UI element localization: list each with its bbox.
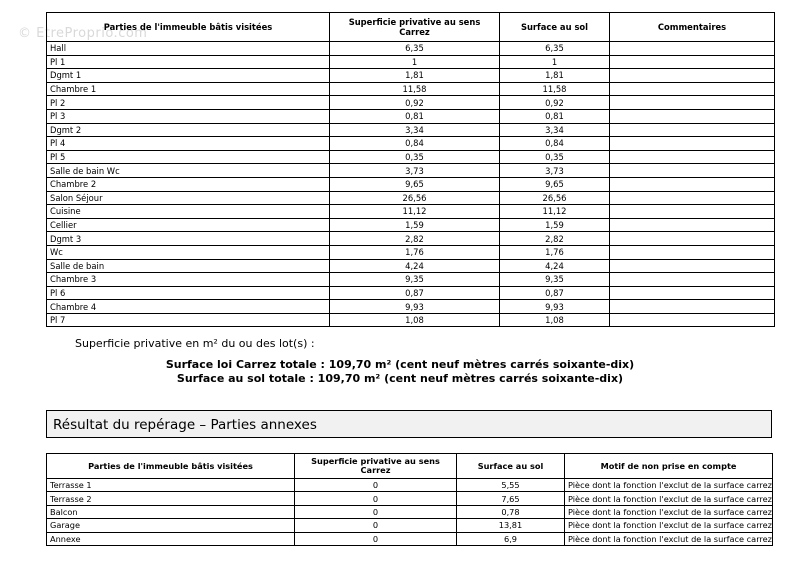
cell-motif: Pièce dont la fonction l'exclut de la surface carrez	[565, 505, 773, 518]
cell-piece: Balcon	[47, 505, 295, 518]
table-row	[47, 259, 775, 273]
cell-comment	[610, 313, 775, 327]
cell-comment	[610, 259, 775, 273]
cell-sol: 13,81	[457, 519, 565, 532]
table-row	[47, 177, 775, 191]
cell-piece: Salon Séjour	[47, 191, 330, 205]
cell-carrez: 11,58	[330, 82, 500, 96]
table-row	[47, 232, 775, 246]
cell-comment	[610, 96, 775, 110]
cell-sol: 1,59	[500, 218, 610, 232]
cell-comment	[610, 286, 775, 300]
cell-piece: Chambre 3	[47, 273, 330, 287]
cell-sol: 1	[500, 55, 610, 69]
cell-piece: Hall	[47, 42, 330, 56]
cell-piece: Pl 7	[47, 313, 330, 327]
cell-comment	[610, 164, 775, 178]
cell-comment	[610, 42, 775, 56]
cell-piece: Cellier	[47, 218, 330, 232]
table-row	[47, 205, 775, 219]
table-row	[47, 55, 775, 69]
cell-sol: 4,24	[500, 259, 610, 273]
cell-piece: Dgmt 1	[47, 69, 330, 83]
cell-sol: 3,34	[500, 123, 610, 137]
cell-sol: 0,81	[500, 109, 610, 123]
cell-carrez: 0	[295, 492, 457, 505]
cell-sol: 5,55	[457, 479, 565, 492]
column-header-carrez: Superficie privative au sens Carrez	[295, 454, 457, 479]
table-row	[47, 245, 775, 259]
cell-carrez: 0,35	[330, 150, 500, 164]
cell-sol: 1,76	[500, 245, 610, 259]
cell-carrez: 1,76	[330, 245, 500, 259]
cell-sol: 0,84	[500, 137, 610, 151]
cell-piece: Chambre 4	[47, 300, 330, 314]
annexes-table	[46, 453, 773, 546]
cell-comment	[610, 232, 775, 246]
cell-comment	[610, 177, 775, 191]
cell-carrez: 4,24	[330, 259, 500, 273]
watermark: © EtreProprio.com	[18, 26, 148, 41]
cell-carrez: 2,82	[330, 232, 500, 246]
cell-piece: Dgmt 3	[47, 232, 330, 246]
cell-piece: Salle de bain	[47, 259, 330, 273]
table-row	[47, 123, 775, 137]
column-header-sol: Surface au sol	[457, 454, 565, 479]
table-row	[47, 286, 775, 300]
cell-carrez: 0,81	[330, 109, 500, 123]
cell-carrez: 11,12	[330, 205, 500, 219]
column-header-motif: Motif de non prise en compte	[565, 454, 773, 479]
cell-carrez: 0,92	[330, 96, 500, 110]
cell-sol: 6,35	[500, 42, 610, 56]
cell-sol: 0,78	[457, 505, 565, 518]
annexes-section-title: Résultat du repérage – Parties annexes	[46, 410, 772, 438]
cell-sol: 11,58	[500, 82, 610, 96]
cell-comment	[610, 109, 775, 123]
cell-piece: Wc	[47, 245, 330, 259]
cell-comment	[610, 218, 775, 232]
cell-comment	[610, 150, 775, 164]
cell-sol: 6,9	[457, 532, 565, 545]
table-row	[47, 164, 775, 178]
cell-piece: Garage	[47, 519, 295, 532]
cell-carrez: 1,08	[330, 313, 500, 327]
cell-carrez: 3,34	[330, 123, 500, 137]
cell-sol: 9,35	[500, 273, 610, 287]
cell-piece: Pl 5	[47, 150, 330, 164]
table-row	[47, 479, 773, 492]
table-row	[47, 519, 773, 532]
table-header-row	[47, 454, 773, 479]
table-row	[47, 492, 773, 505]
cell-comment	[610, 300, 775, 314]
cell-sol: 7,65	[457, 492, 565, 505]
table-row	[47, 69, 775, 83]
cell-piece: Terrasse 2	[47, 492, 295, 505]
cell-piece: Cuisine	[47, 205, 330, 219]
cell-sol: 9,65	[500, 177, 610, 191]
cell-carrez: 9,93	[330, 300, 500, 314]
cell-sol: 0,92	[500, 96, 610, 110]
cell-piece: Annexe	[47, 532, 295, 545]
cell-carrez: 1,59	[330, 218, 500, 232]
column-header-piece: Parties de l'immeuble bâtis visitées	[47, 13, 330, 42]
cell-carrez: 6,35	[330, 42, 500, 56]
cell-piece: Pl 4	[47, 137, 330, 151]
column-header-piece: Parties de l'immeuble bâtis visitées	[47, 454, 295, 479]
cell-carrez: 9,65	[330, 177, 500, 191]
table-row	[47, 273, 775, 287]
cell-motif: Pièce dont la fonction l'exclut de la surface carrez	[565, 532, 773, 545]
surface-table	[46, 12, 775, 327]
cell-sol: 1,08	[500, 313, 610, 327]
cell-sol: 0,87	[500, 286, 610, 300]
cell-motif: Pièce dont la fonction l'exclut de la surface carrez	[565, 479, 773, 492]
cell-comment	[610, 55, 775, 69]
carrez-total: Surface loi Carrez totale : 109,70 m² (cent neuf mètres carrés soixante-dix)	[165, 358, 635, 371]
cell-piece: Pl 2	[47, 96, 330, 110]
cell-comment	[610, 137, 775, 151]
table-row	[47, 191, 775, 205]
table-row	[47, 150, 775, 164]
cell-piece: Pl 3	[47, 109, 330, 123]
cell-carrez: 0	[295, 519, 457, 532]
cell-carrez: 0	[295, 505, 457, 518]
cell-piece: Chambre 1	[47, 82, 330, 96]
cell-motif: Pièce dont la fonction l'exclut de la surface carrez	[565, 492, 773, 505]
cell-sol: 2,82	[500, 232, 610, 246]
cell-carrez: 0,87	[330, 286, 500, 300]
cell-comment	[610, 82, 775, 96]
cell-carrez: 0,84	[330, 137, 500, 151]
table-row	[47, 109, 775, 123]
cell-carrez: 3,73	[330, 164, 500, 178]
cell-comment	[610, 69, 775, 83]
column-header-comment: Commentaires	[610, 13, 775, 42]
table-row	[47, 137, 775, 151]
table-row	[47, 82, 775, 96]
table-row	[47, 313, 775, 327]
column-header-carrez: Superficie privative au sens Carrez	[330, 13, 500, 42]
cell-sol: 0,35	[500, 150, 610, 164]
cell-comment	[610, 245, 775, 259]
table-row	[47, 42, 775, 56]
cell-carrez: 1,81	[330, 69, 500, 83]
table-header-row	[47, 13, 775, 42]
cell-carrez: 26,56	[330, 191, 500, 205]
cell-carrez: 1	[330, 55, 500, 69]
table-row	[47, 300, 775, 314]
cell-piece: Terrasse 1	[47, 479, 295, 492]
cell-piece: Chambre 2	[47, 177, 330, 191]
sol-total: Surface au sol totale : 109,70 m² (cent neuf mètres carrés soixante-dix)	[176, 372, 624, 385]
cell-comment	[610, 191, 775, 205]
cell-sol: 9,93	[500, 300, 610, 314]
cell-carrez: 0	[295, 479, 457, 492]
cell-piece: Pl 1	[47, 55, 330, 69]
cell-piece: Pl 6	[47, 286, 330, 300]
cell-piece: Dgmt 2	[47, 123, 330, 137]
cell-comment	[610, 123, 775, 137]
cell-carrez: 9,35	[330, 273, 500, 287]
cell-carrez: 0	[295, 532, 457, 545]
cell-comment	[610, 273, 775, 287]
column-header-sol: Surface au sol	[500, 13, 610, 42]
table-row	[47, 505, 773, 518]
cell-sol: 11,12	[500, 205, 610, 219]
table-row	[47, 218, 775, 232]
surface-intro: Superficie privative en m² du ou des lot(s) :	[75, 337, 315, 350]
table-row	[47, 532, 773, 545]
cell-comment	[610, 205, 775, 219]
cell-motif: Pièce dont la fonction l'exclut de la surface carrez	[565, 519, 773, 532]
cell-piece: Salle de bain Wc	[47, 164, 330, 178]
cell-sol: 1,81	[500, 69, 610, 83]
table-row	[47, 96, 775, 110]
cell-sol: 3,73	[500, 164, 610, 178]
cell-sol: 26,56	[500, 191, 610, 205]
